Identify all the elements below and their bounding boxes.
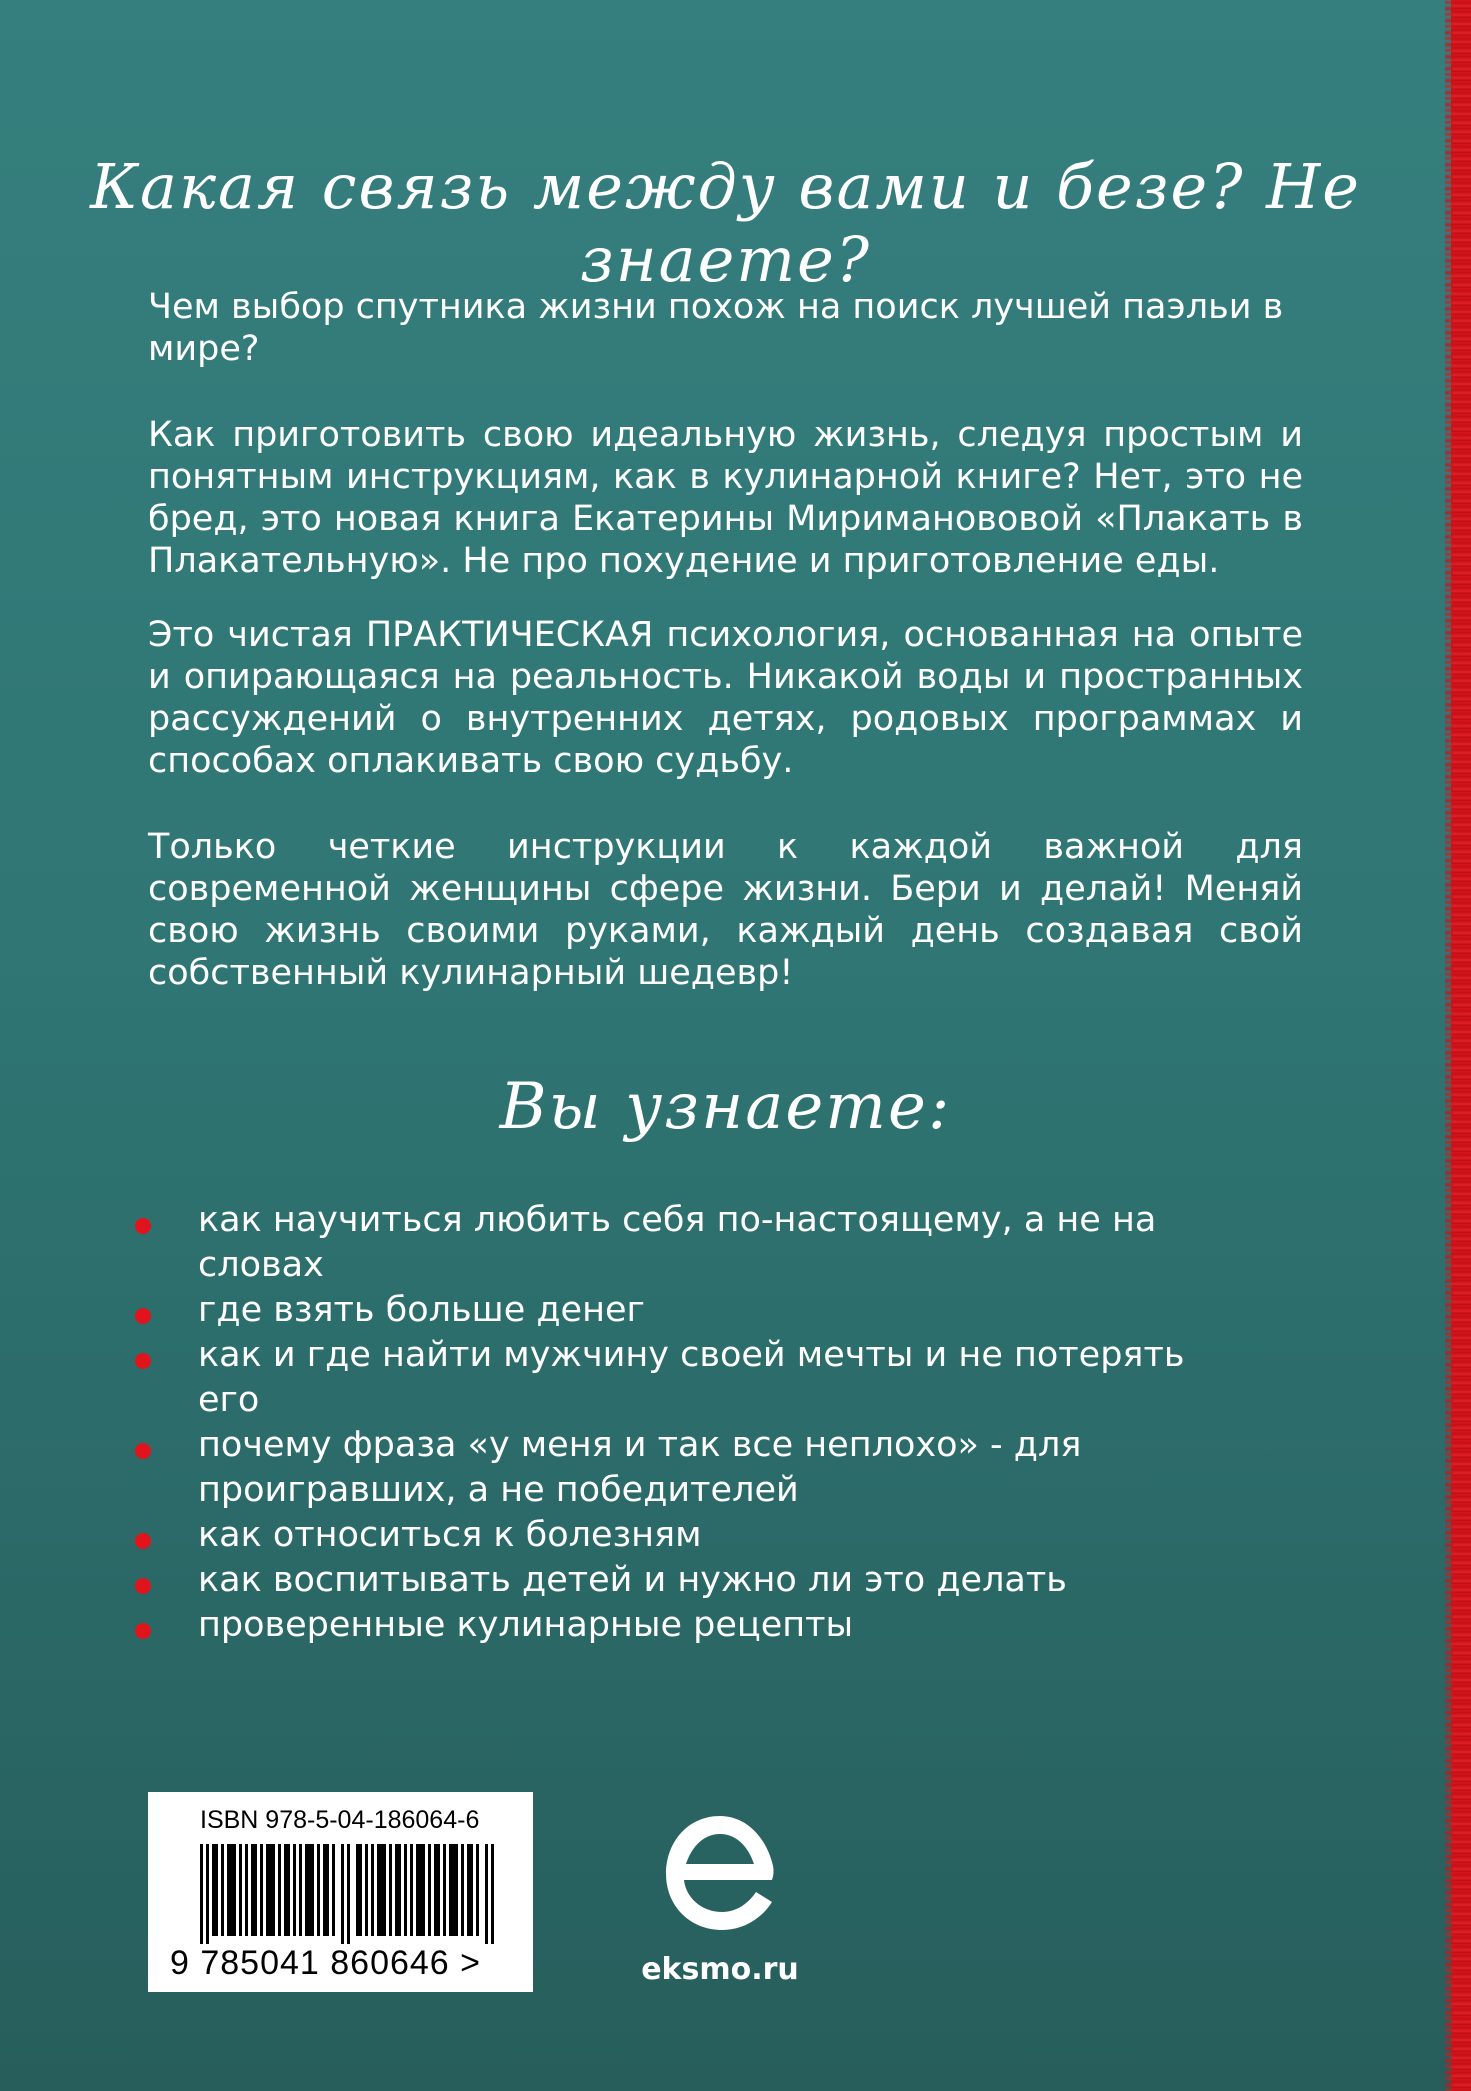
list-item: где взять больше денег [130,1288,1230,1333]
isbn-barcode-box [148,1792,533,1992]
red-spine-edge [1451,0,1471,2091]
list-item: как относиться к болезням [130,1513,1230,1558]
list-item: как научиться любить себя по-настоящему, а не на словах [130,1198,1230,1288]
bullet-dot-icon [135,1623,151,1639]
isbn-label: ISBN 978-5-04-186064-6 [200,1806,480,1834]
bullet-dot-icon [135,1308,151,1324]
list-item: почему фраза «у меня и так все неплохо» - для проигравших, а не победителей [130,1423,1230,1513]
headline: Какая связь между вами и безе? Не знаете? [90,150,1361,296]
learn-title: Вы узнаете: [499,1070,952,1144]
list-item: как и где найти мужчину своей мечты и не потерять его [130,1333,1230,1423]
eksmo-logo-icon [660,1808,780,1938]
bullet-dot-icon [135,1533,151,1549]
learn-list [130,1198,1230,1648]
bullet-dot-icon [135,1443,151,1459]
paragraph-3: Это чистая ПРАКТИЧЕСКАЯ психология, основанная на опыте и опирающаяся на реальность. Никакой воды и пространных рассуждений о внутренних детях, родовых программах и способах оплакивать свою судьбу. [148,615,1303,781]
paragraph-4: Только четкие инструкции к каждой важной для современной женщины сфере жизни. Бери и делай! Меняй свою жизнь своими руками, каждый день создавая свой собственный кулинарный шедевр! [148,827,1303,993]
paragraph-1: Чем выбор спутника жизни похож на поиск лучшей паэльи в мире? [148,287,1284,369]
publisher-site: eksmo.ru [641,1952,799,1987]
list-item: проверенные кулинарные рецепты [130,1603,1230,1648]
barcode-digits: 9 785041 860646 > [170,1944,482,1982]
bullet-dot-icon [135,1353,151,1369]
list-item: как воспитывать детей и нужно ли это делать [130,1558,1230,1603]
barcode-icon [200,1844,500,1944]
paragraph-2: Как приготовить свою идеальную жизнь, следуя простым и понятным инструкциям, как в кулинарной книге? Нет, это не бред, это новая книга Екатерины Мириманововой «Плакать в Плакательную». Не про похудение и приготовление еды. [148,415,1303,581]
bullet-dot-icon [135,1218,151,1234]
bullet-dot-icon [135,1578,151,1594]
